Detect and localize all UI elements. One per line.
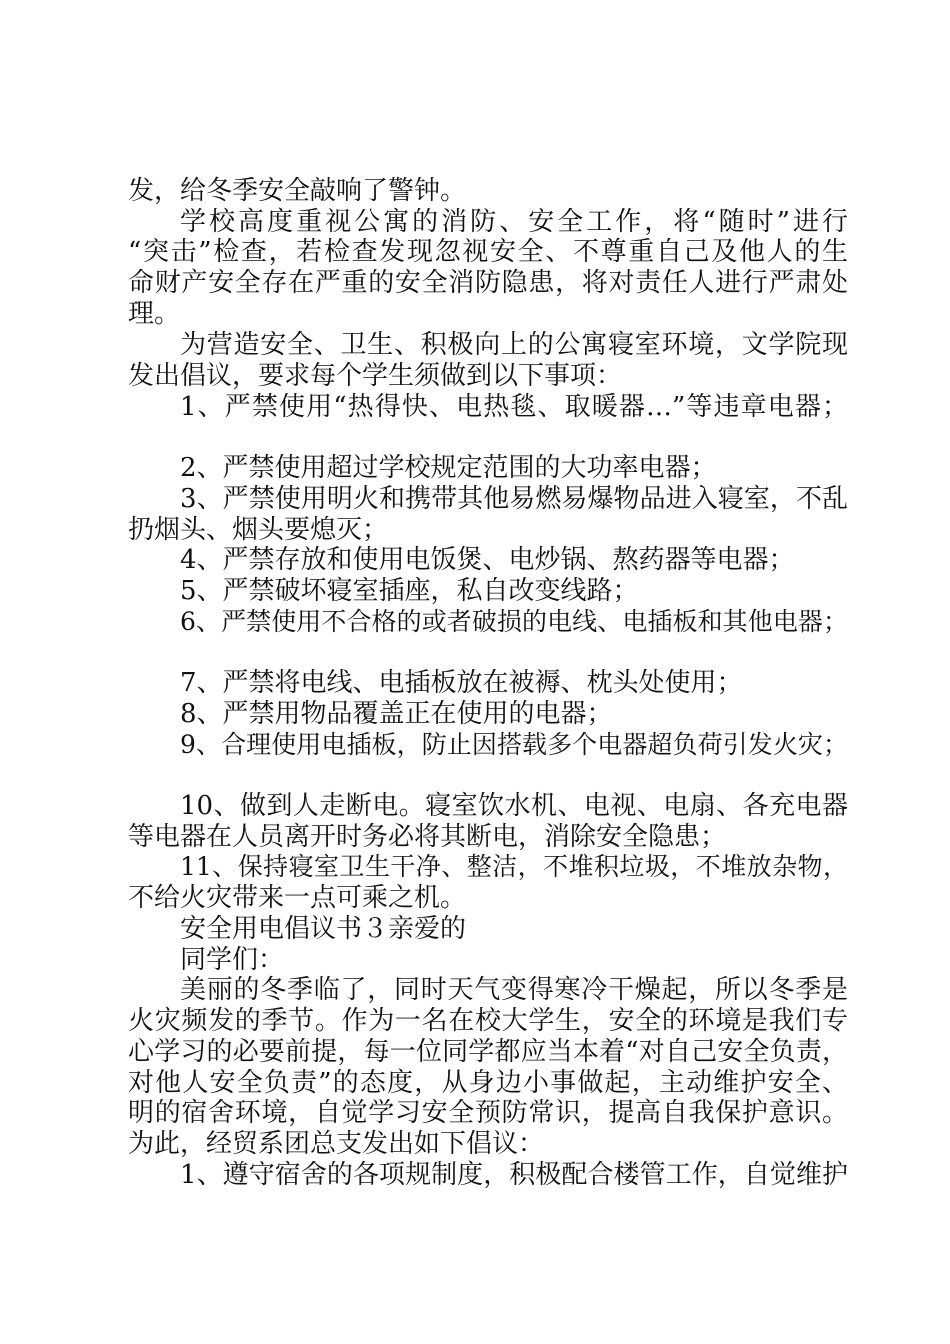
list-item: 6、严禁使用不合格的或者破损的电线、电插板和其他电器； <box>180 607 848 636</box>
text-line: 命财产安全存在严重的安全消防隐患，将对责任人进行严肃处 <box>128 268 848 298</box>
text-line: 理。 <box>128 299 181 329</box>
list-item: 8、严禁用物品覆盖正在使用的电器； <box>180 699 613 729</box>
list-item: 1、遵守宿舍的各项规制度，积极配合楼管工作，自觉维护 <box>180 1160 848 1190</box>
text-line: 为此，经贸系团总支发出如下倡议： <box>128 1129 545 1159</box>
list-item: 7、严禁将电线、电插板放在被褥、枕头处使用； <box>180 668 743 698</box>
list-item: 9、合理使用电插板，防止因搭载多个电器超负荷引发火灾； <box>180 730 848 759</box>
paragraph-line: 美丽的冬季临了，同时天气变得寒冷干燥起，所以冬季是 <box>180 975 848 1005</box>
list-item: 10、做到人走断电。寝室饮水机、电视、电扇、各充电器 <box>180 791 848 821</box>
list-item: 3、严禁使用明火和携带其他易燃易爆物品进入寝室，不乱 <box>180 484 848 514</box>
list-item: 11、保持寝室卫生干净、整洁，不堆积垃圾，不堆放杂物， <box>180 852 848 881</box>
list-item: 2、严禁使用超过学校规定范围的大功率电器； <box>180 453 717 483</box>
text-line: 对他人安全负责”的态度，从身边小事做起，主动维护安全、 <box>128 1068 848 1098</box>
text-line: 不给火灾带来一点可乘之机。 <box>128 883 467 913</box>
paragraph-line: 为营造安全、卫生、积极向上的公寓寝室环境，文学院现 <box>180 330 848 360</box>
list-item: 1、严禁使用“热得快、电热毯、取暖器…”等违章电器； <box>180 392 848 422</box>
paragraph-line: 学校高度重视公寓的消防、安全工作，将“随时”进行 <box>180 207 848 237</box>
salutation: 同学们： <box>180 945 285 975</box>
text-line: 心学习的必要前提，每一位同学都应当本着“对自己安全负责， <box>128 1037 848 1067</box>
text-line: 火灾频发的季节。作为一名在校大学生，安全的环境是我们专 <box>128 1006 848 1036</box>
list-item: 4、严禁存放和使用电饭煲、电炒锅、熬药器等电器； <box>180 545 795 575</box>
text-line: 等电器在人员离开时务必将其断电，消除安全隐患； <box>128 822 727 852</box>
text-line: 扔烟头、烟头要熄灭； <box>128 515 389 545</box>
text-line: 发，给冬季安全敲响了警钟。 <box>128 176 467 206</box>
text-line: 明的宿舍环境，自觉学习安全预防常识，提高自我保护意识。 <box>128 1098 848 1128</box>
text-line: 发出倡议，要求每个学生须做到以下事项： <box>128 361 623 391</box>
text-line: “突击”检查，若检查发现忽视安全、不尊重自己及他人的生 <box>128 237 848 267</box>
section-title: 安全用电倡议书３亲爱的 <box>180 914 467 944</box>
list-item: 5、严禁破坏寝室插座，私自改变线路； <box>180 576 639 606</box>
